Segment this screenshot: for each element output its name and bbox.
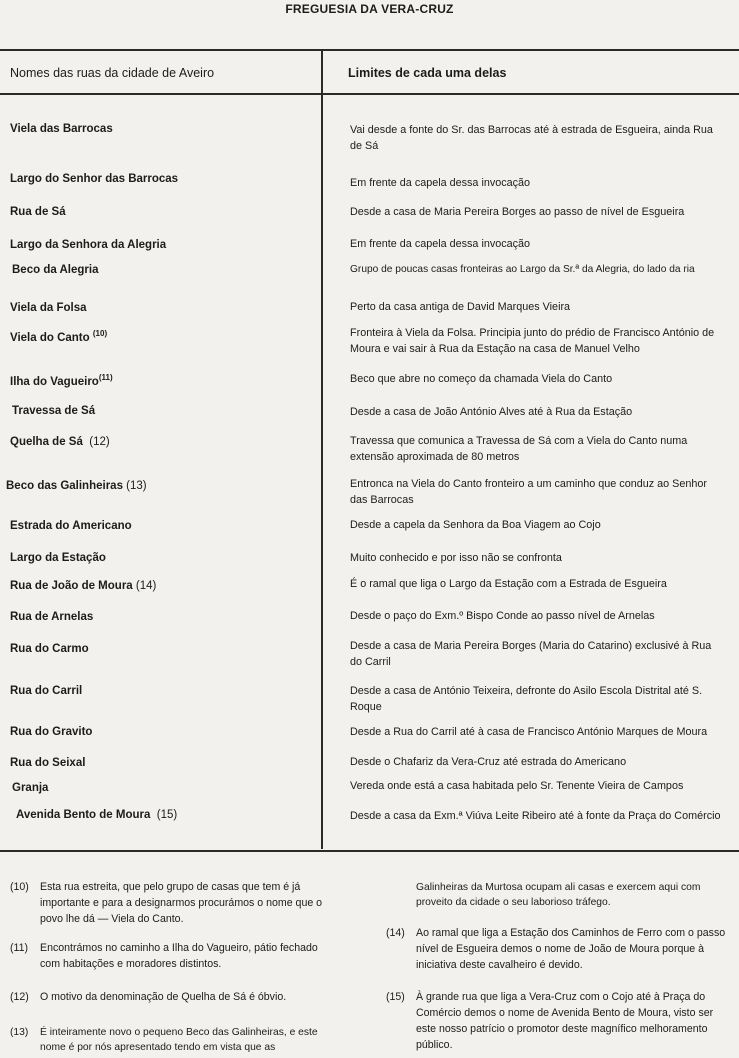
- footnote-text: À grande rua que liga a Vera-Cruz com o Cojo até à Praça do Comércio demos o nome de Avenida Bento de Moura, visto ser este nosso patrício o promotor deste magnífico melhoramento público.: [416, 991, 714, 1051]
- street-name: Beco das Galinheiras (13): [6, 480, 147, 492]
- street-limit: Desde a casa da Exm.ª Viúva Leite Ribeiro até à fonte da Praça do Comércio: [350, 810, 721, 822]
- footnote-ref: (14): [135, 580, 157, 592]
- footnote-ref: (11): [98, 373, 113, 382]
- street-name: Largo do Senhor das Barrocas: [10, 173, 179, 185]
- footnote-number: (14): [386, 927, 405, 939]
- street-name: Beco da Alegria: [12, 264, 99, 276]
- street-limit: É o ramal que liga o Largo da Estação com a Estrada de Esgueira: [350, 578, 667, 590]
- column-header-names: Nomes das ruas da cidade de Aveiro: [10, 66, 215, 80]
- footnote-text: Encontrámos no caminho a Ilha do Vagueiro, pátio fechado com habitações e moradores distintos.: [40, 942, 318, 970]
- street-limit: Em frente da capela dessa invocação: [350, 177, 531, 189]
- footnote-text: Ao ramal que liga a Estação dos Caminhos de Ferro com o passo nível de Esgueira demos o nome de João de Moura porque à iniciativa deste cavalheiro é devido.: [416, 927, 726, 971]
- street-limit: Desde a capela da Senhora da Boa Viagem ao Cojo: [350, 519, 601, 531]
- table-bottom-rule: [0, 850, 739, 852]
- street-name: Estrada do Americano: [10, 520, 132, 532]
- footnote-ref: (13): [126, 480, 147, 492]
- footnote-ref: (15): [156, 809, 178, 821]
- street-name: Viela da Folsa: [10, 302, 87, 314]
- footnote-ref: (10): [92, 329, 108, 338]
- street-limit: Vai desde a fonte do Sr. das Barrocas até à estrada de Esgueira, ainda Rua de Sá: [350, 124, 713, 152]
- street-limit: Grupo de poucas casas fronteiras ao Largo da Sr.ª da Alegria, do lado da ria: [350, 264, 695, 275]
- street-name: Largo da Estação: [10, 552, 106, 564]
- street-limit: Desde o paço do Exm.º Bispo Conde ao passo nível de Arnelas: [350, 610, 655, 622]
- column-header-limits: Limites de cada uma delas: [348, 66, 507, 80]
- street-limit: Desde a Rua do Carril até à casa de Francisco António Marques de Moura: [350, 726, 708, 738]
- street-limit: Vereda onde está a casa habitada pelo Sr. Tenente Vieira de Campos: [350, 780, 684, 792]
- street-limit: Perto da casa antiga de David Marques Vieira: [350, 301, 571, 313]
- street-name: Rua do Seixal: [10, 757, 86, 769]
- footnote-number: (15): [386, 991, 405, 1003]
- street-name: Largo da Senhora da Alegria: [10, 239, 167, 251]
- footnote: [386, 989, 728, 1053]
- street-limit: Desde a casa de António Teixeira, defronte do Asilo Escola Distrital até S. Roque: [350, 685, 703, 713]
- street-name: Rua do Gravito: [10, 726, 93, 738]
- footnote-number: (13): [10, 1027, 29, 1038]
- street-limit: Muito conhecido e por isso não se confronta: [350, 552, 562, 564]
- table-top-rule: [0, 49, 739, 51]
- street-limit: Beco que abre no começo da chamada Viela do Canto: [350, 373, 613, 385]
- footnote-text: O motivo da denominação de Quelha de Sá é óbvio.: [40, 991, 287, 1003]
- footnote-number: (12): [10, 991, 29, 1003]
- street-name: Rua do Carril: [10, 685, 83, 697]
- footnote: [10, 989, 340, 1005]
- street-name: Rua de João de Moura (14): [10, 580, 157, 592]
- street-limit: Desde a casa de João António Alves até à Rua da Estação: [350, 406, 633, 418]
- footnote-text: Galinheiras da Murtosa ocupam ali casas e exercem aqui com proveito da cidade o seu laborioso tráfego.: [416, 882, 701, 908]
- page-title: FREGUESIA DA VERA-CRUZ: [285, 2, 454, 16]
- footnote-continuation: [416, 880, 728, 910]
- footnote: [386, 925, 728, 973]
- street-limit: Desde a casa de Maria Pereira Borges ao passo de nível de Esgueira: [350, 206, 685, 218]
- footnote: [10, 940, 340, 972]
- street-name: Rua de Sá: [10, 206, 66, 218]
- footnote-number: (10): [10, 881, 29, 893]
- footnote-text: É inteiramente novo o pequeno Beco das Galinheiras, e este nome é por nós apresentado tendo em vista que as: [40, 1027, 318, 1053]
- footnote: [10, 879, 340, 927]
- street-limit: Desde a casa de Maria Pereira Borges (Maria do Catarino) exclusivé à Rua do Carril: [350, 640, 712, 668]
- street-name: Rua de Arnelas: [10, 611, 94, 623]
- street-name: Avenida Bento de Moura (15): [16, 809, 178, 821]
- column-divider: [321, 49, 323, 849]
- footnote: [10, 1025, 340, 1055]
- footnote-ref: (12): [89, 436, 110, 448]
- street-name: Viela das Barrocas: [10, 123, 113, 135]
- street-name: Granja: [12, 782, 49, 794]
- header-bottom-rule: [0, 93, 739, 95]
- street-name: Ilha do Vagueiro$^{(11)}$: [10, 373, 113, 388]
- street-limit: Travessa que comunica a Travessa de Sá com a Viela do Canto numa extensão aproximada de 80 metros: [350, 435, 688, 463]
- street-limit: Entronca na Viela do Canto fronteiro a um caminho que conduz ao Senhor das Barrocas: [350, 478, 707, 506]
- street-limit: Em frente da capela dessa invocação: [350, 238, 531, 250]
- footnote-text: Esta rua estreita, que pelo grupo de casas que tem é já importante e para a designarmos procurámos o nome que o povo lhe dá — Viela do Canto.: [40, 881, 323, 925]
- footnote-number: (11): [10, 942, 29, 954]
- street-name: Travessa de Sá: [12, 405, 96, 417]
- street-name: Viela do Canto $^{(10)}$: [10, 329, 108, 344]
- street-limit: Desde o Chafariz da Vera-Cruz até estrada do Americano: [350, 756, 627, 768]
- street-name: Rua do Carmo: [10, 643, 89, 655]
- street-limit: Fronteira à Viela da Folsa. Principia junto do prédio de Francisco António de Moura e vai sair à Rua da Estação na casa de Manuel Velho: [350, 327, 715, 355]
- street-name: Quelha de Sá (12): [10, 436, 110, 448]
